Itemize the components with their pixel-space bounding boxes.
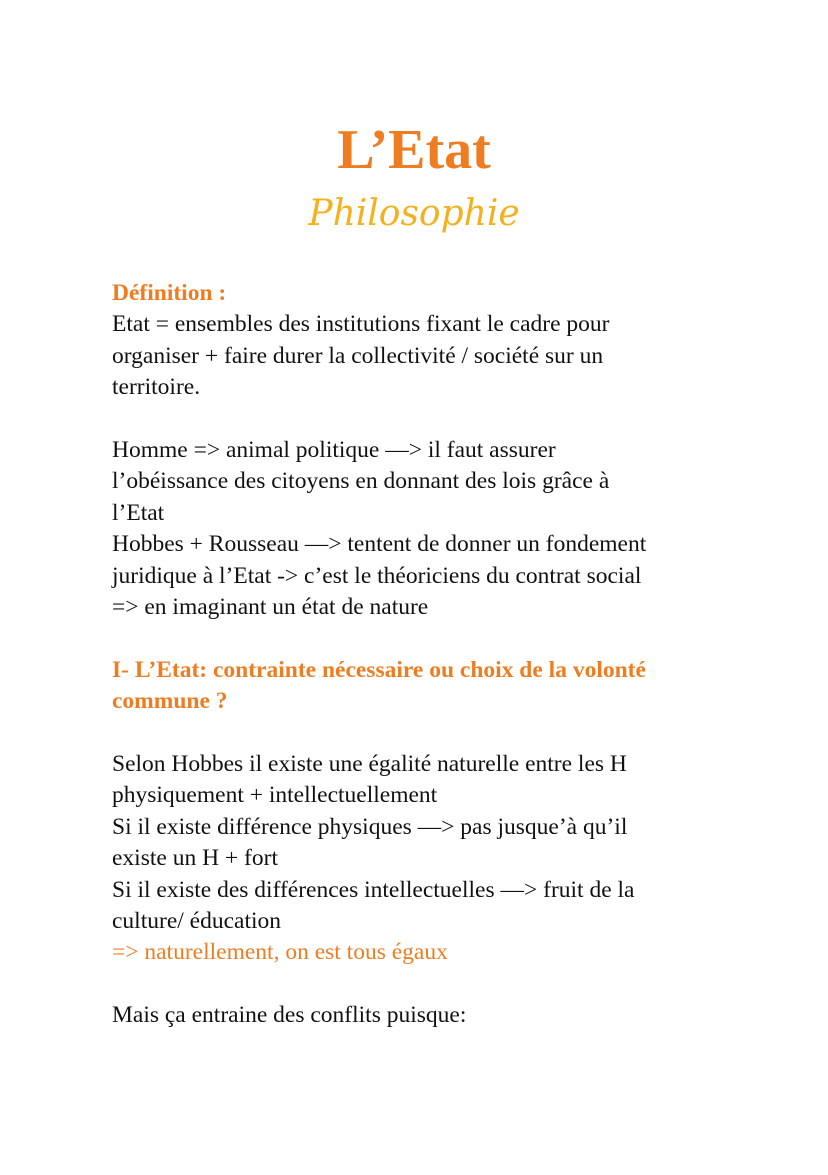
paragraph-line: Selon Hobbes il existe une égalité naturelle entre les H xyxy=(112,751,627,778)
conclusion-line: => naturellement, on est tous égaux xyxy=(112,939,448,966)
paragraph-line: culture/ éducation xyxy=(112,908,281,935)
paragraph-line: Homme => animal politique —> il faut assurer xyxy=(112,437,556,464)
definition-line: Etat = ensembles des institutions fixant le cadre pour xyxy=(112,311,610,338)
paragraph-line: Si il existe différence physiques —> pas jusque’à qu’il xyxy=(112,813,628,840)
paragraph-line: physiquement + intellectuellement xyxy=(112,782,438,809)
section-heading: I- L’Etat: contrainte nécessaire ou choix de la volonté xyxy=(112,656,646,683)
definition-heading: Définition : xyxy=(112,280,227,306)
paragraph-spacer xyxy=(112,969,712,1000)
paragraph-line: l’Etat xyxy=(112,499,165,526)
paragraph-line: existe un H + fort xyxy=(112,845,278,872)
section-heading: commune ? xyxy=(112,688,228,715)
paragraph-line: juridique à l’Etat -> c’est le théoriciens du contrat social xyxy=(112,562,642,589)
paragraph-spacer xyxy=(112,623,712,654)
document-body xyxy=(112,278,712,1032)
paragraph-line: Hobbes + Rousseau —> tentent de donner un fondement xyxy=(112,531,647,558)
definition-line: organiser + faire durer la collectivité / société sur un xyxy=(112,342,604,369)
definition-line: territoire. xyxy=(112,374,201,401)
document-title: L’Etat xyxy=(337,119,491,181)
paragraph-line: l’obéissance des citoyens en donnant des lois grâce à xyxy=(112,468,610,495)
paragraph-line: Si il existe des différences intellectuelles —> fruit de la xyxy=(112,876,635,903)
paragraph-spacer xyxy=(112,404,712,435)
paragraph-line: => en imaginant un état de nature xyxy=(112,594,429,621)
paragraph-line: Mais ça entraine des conflits puisque: xyxy=(112,1002,467,1029)
document-subtitle: Philosophie xyxy=(308,193,520,234)
paragraph-spacer xyxy=(112,718,712,749)
